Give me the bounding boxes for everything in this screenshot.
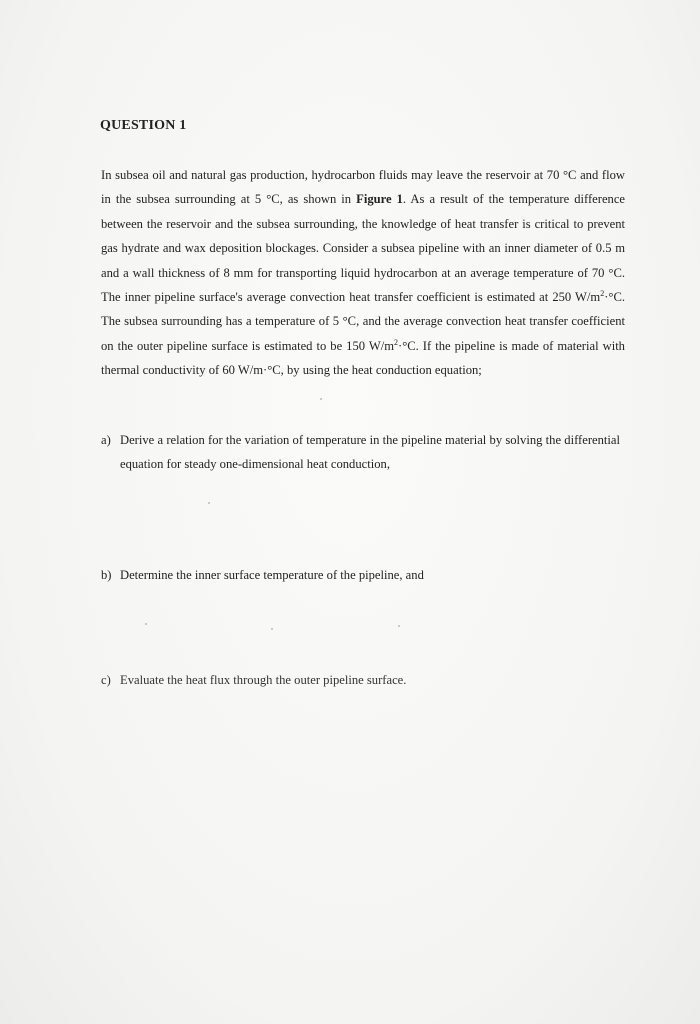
sub-question-text: Derive a relation for the variation of temperature in the pipeline material by solving the differential equation for steady one-dimensional heat conduction, (120, 433, 620, 471)
sub-question-label: a) (101, 433, 111, 447)
intro-text-part3: ·°C. The subsea surrounding has a temperature of 5 °C, and the average convection heat transfer coefficient on the outer pipeline surface is estimated to be 150 W/m (101, 290, 625, 353)
question-intro-paragraph (101, 163, 625, 383)
superscript-squared: 2 (394, 337, 399, 347)
scan-speck (398, 625, 400, 627)
figure-reference: Figure 1 (356, 192, 403, 207)
superscript-squared: 2 (600, 289, 605, 299)
sub-question-a (101, 428, 625, 480)
sub-question-label: c) (101, 673, 111, 687)
sub-question-label: b) (101, 568, 112, 582)
scan-speck (320, 398, 322, 400)
sub-question-text: Evaluate the heat flux through the outer pipeline surface. (120, 673, 407, 687)
sub-question-b (101, 563, 501, 587)
scan-speck (145, 623, 147, 625)
intro-text-part2: . As a result of the temperature difference between the reservoir and the subsea surrounding, the knowledge of heat transfer is critical to prevent gas hydrate and wax deposition blockages. Consider a subsea pipeline with an inner diameter of 0.5 m and a wall thickness of 8 mm for transporting liquid hydrocarbon at an average temperature of 70 °C. The inner pipeline surface's average convection heat transfer coefficient is estimated at 250 W/m (101, 192, 626, 305)
intro-text-part4: ·°C. If the pipeline is made of material with thermal conductivity of 60 W/m·°C, by using the heat conduction equation; (101, 338, 625, 378)
scan-speck (271, 628, 273, 630)
sub-question-text: Determine the inner surface temperature of the pipeline, and (120, 568, 424, 582)
sub-question-c (101, 668, 501, 692)
question-heading: QUESTION 1 (100, 118, 187, 133)
scan-speck (208, 502, 210, 504)
intro-text-part1: In subsea oil and natural gas production, hydrocarbon fluids may leave the reservoir at 70 °C and flow in the subsea surrounding at 5 °C, as shown in (101, 168, 625, 207)
